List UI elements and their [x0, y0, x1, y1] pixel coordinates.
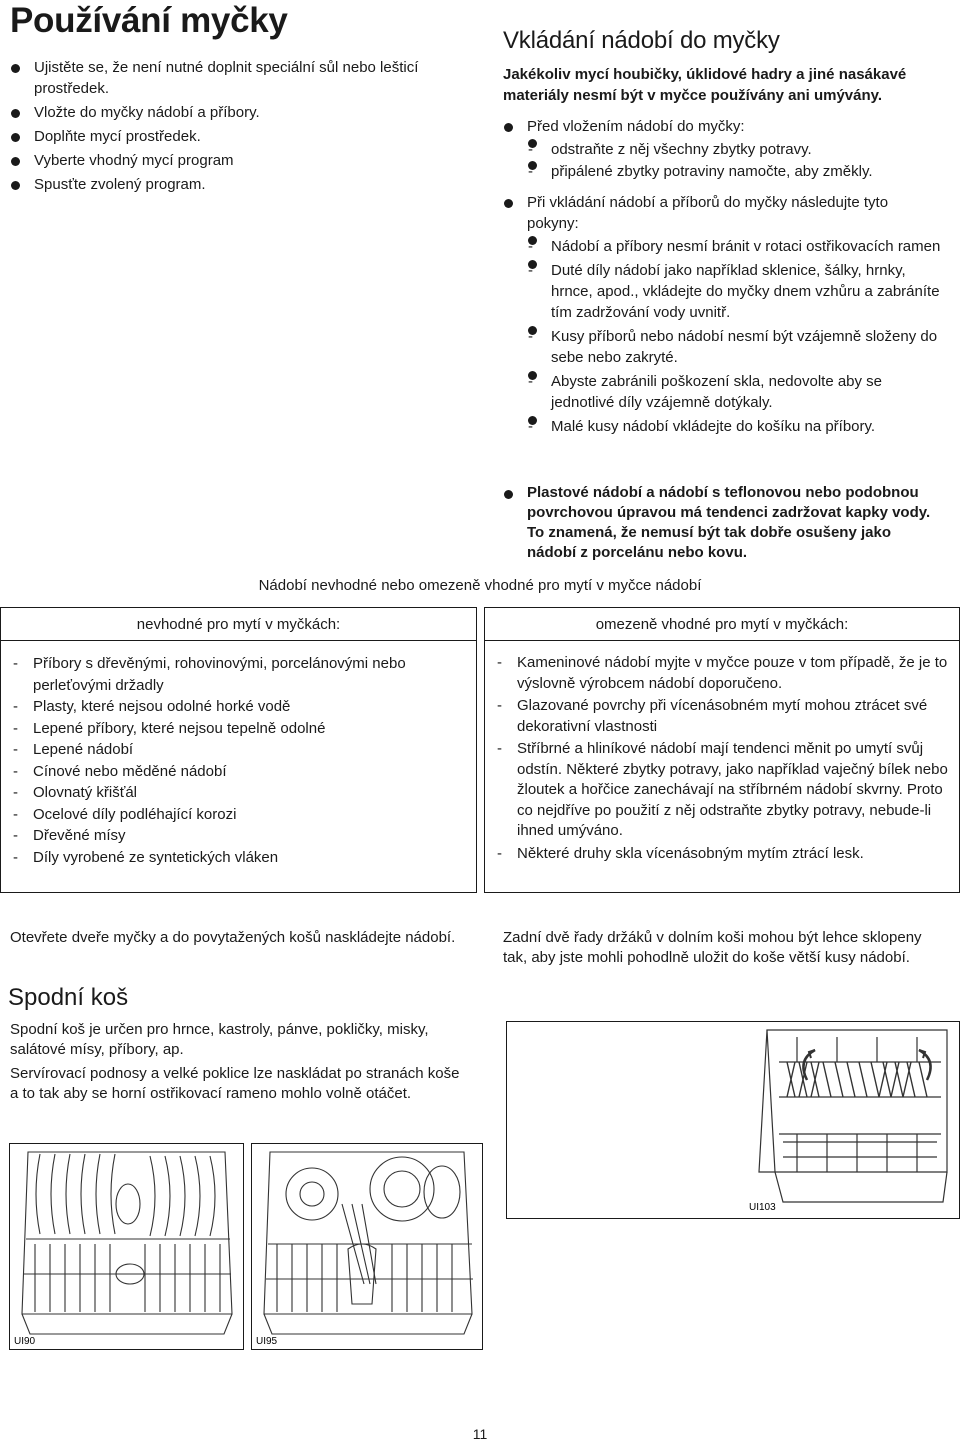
instructions-lead: Při vkládání nádobí a příborů do myčky následujte tyto pokyny:	[527, 194, 889, 232]
figure-lower-basket-plates	[9, 1143, 244, 1350]
before-loading-list	[503, 116, 943, 183]
list-item: - Plasty, které nejsou odolné horké vodě	[11, 696, 468, 718]
figure-label: UI90	[14, 1336, 36, 1347]
list-item: Ujistěte se, že není nutné doplnit speciální sůl nebo lešticí prostředek.	[10, 57, 470, 99]
list-item: Vyberte vhodný mycí program	[10, 150, 470, 171]
using-steps-list	[10, 57, 470, 198]
unsuitable-header: nevhodné pro mytí v myčkách:	[1, 608, 476, 641]
list-item: - Příbory s dřevěnými, rohovinovými, porcelánovými nebo perleťovými držadly	[11, 653, 468, 696]
list-item: Doplňte mycí prostředek.	[10, 126, 470, 147]
list-item: - Některé druhy skla vícenásobným mytím ztrácí lesk.	[495, 844, 951, 865]
instructions-sublist	[527, 236, 943, 437]
list-item	[503, 192, 943, 437]
figure-folding-racks	[506, 1021, 960, 1219]
page-title: Používání myčky	[10, 1, 288, 40]
table-title: Nádobí nevhodné nebo omezeně vhodné pro mytí v myčce nádobí	[258, 577, 702, 594]
unsuitable-list	[1, 641, 476, 868]
lower-basket-intro: Otevřete dveře myčky a do povytažených košů naskládejte nádobí.	[10, 929, 456, 946]
list-item: Vložte do myčky nádobí a příbory.	[10, 102, 470, 123]
loading-warning: Jakékoliv mycí houbičky, úklidové hadry a jiné nasákavé materiály nesmí být v myčce používány ani umývány.	[503, 66, 907, 104]
limited-header: omezeně vhodné pro mytí v myčkách:	[485, 608, 959, 641]
unsuitable-table	[0, 607, 477, 893]
plastic-note: Plastové nádobí a nádobí s teflonovou nebo podobnou povrchovou úpravou má tendenci zadržovat kapky vody. To znamená, že nemusí být tak dobře osušeny jako nádobí z porcelánu nebo kovu.	[503, 483, 943, 563]
list-item: - Kameninové nádobí myjte v myčce pouze v tom případě, že je to výslovně výrobcem nádobí doporučeno.	[495, 653, 951, 694]
list-item: - Lepené příbory, které nejsou tepelně odolné	[11, 718, 468, 740]
basket-plates-illustration	[10, 1144, 243, 1349]
loading-instructions-list	[503, 192, 943, 440]
list-item: - Olovnatý křišťál	[11, 782, 468, 804]
figure-label: UI95	[256, 1336, 278, 1347]
list-item: - Stříbrné a hliníkové nádobí mají tendenci měnit po umytí svůj odstín. Některé zbytky potravy, jako například vaječný bílek nebo žloutek a hořčice zanechávají na stříbrném nádobí skvrny. Proto co nejdříve po použití z něj odstraňte zbytky potravy, nebude-li ihned umýváno.	[495, 739, 951, 842]
before-lead: Před vložením nádobí do myčky:	[527, 118, 745, 135]
list-item	[503, 116, 943, 182]
list-item: - Ocelové díly podléhající korozi	[11, 804, 468, 826]
basket-illustration	[507, 1022, 959, 1218]
limited-table	[484, 607, 960, 893]
limited-list	[485, 641, 959, 864]
list-item: - Malé kusy nádobí vkládejte do košíku na příbory.	[527, 416, 943, 437]
list-item: Spusťte zvolený program.	[10, 174, 470, 195]
basket-bowls-illustration	[252, 1144, 482, 1349]
plastic-note-list	[503, 483, 943, 563]
list-item: - Kusy příborů nebo nádobí nesmí být vzájemně složeny do sebe nebo zakryté.	[527, 326, 943, 368]
section-title-lower-basket: Spodní koš	[8, 984, 129, 1011]
before-sublist	[527, 139, 943, 182]
figure-lower-basket-bowls	[251, 1143, 483, 1350]
section-title-loading: Vkládání nádobí do myčky	[503, 27, 780, 54]
list-item: - Duté díly nádobí jako například sklenice, šálky, hrnky, hrnce, apod., vkládejte do myčky dnem vzhůru a zabráníte tím zadržování vody uvnitř.	[527, 260, 943, 323]
lower-basket-p1: Spodní koš je určen pro hrnce, kastroly, pánve, pokličky, misky, salátové mísy, příbory, ap.	[10, 1021, 429, 1058]
list-item: - Nádobí a příbory nesmí bránit v rotaci ostřikovacích ramen	[527, 236, 943, 257]
racks-note: Zadní dvě řady držáků v dolním koši mohou být lehce sklopeny tak, aby jste mohli pohodlně uložit do koše větší kusy nádobí.	[503, 929, 922, 966]
lower-basket-p2: Servírovací podnosy a velké poklice lze naskládat po stranách koše a to tak aby se horní ostřikovací rameno mohlo volně otáčet.	[10, 1065, 460, 1102]
list-item: - Díly vyrobené ze syntetických vláken	[11, 847, 468, 869]
list-item: - odstraňte z něj všechny zbytky potravy.	[527, 139, 943, 160]
list-item: - Glazované povrchy při vícenásobném mytí mohou ztrácet své dekorativní vlastnosti	[495, 696, 951, 737]
list-item: - Dřevěné mísy	[11, 825, 468, 847]
list-item: - Cínové nebo měděné nádobí	[11, 761, 468, 783]
figure-label: UI103	[749, 1202, 776, 1213]
list-item: - Abyste zabránili poškození skla, nedovolte aby se jednotlivé díly vzájemně dotýkaly.	[527, 371, 943, 413]
list-item: - připálené zbytky potraviny namočte, aby změkly.	[527, 161, 943, 182]
page-number: 11	[472, 1426, 488, 1442]
list-item: - Lepené nádobí	[11, 739, 468, 761]
